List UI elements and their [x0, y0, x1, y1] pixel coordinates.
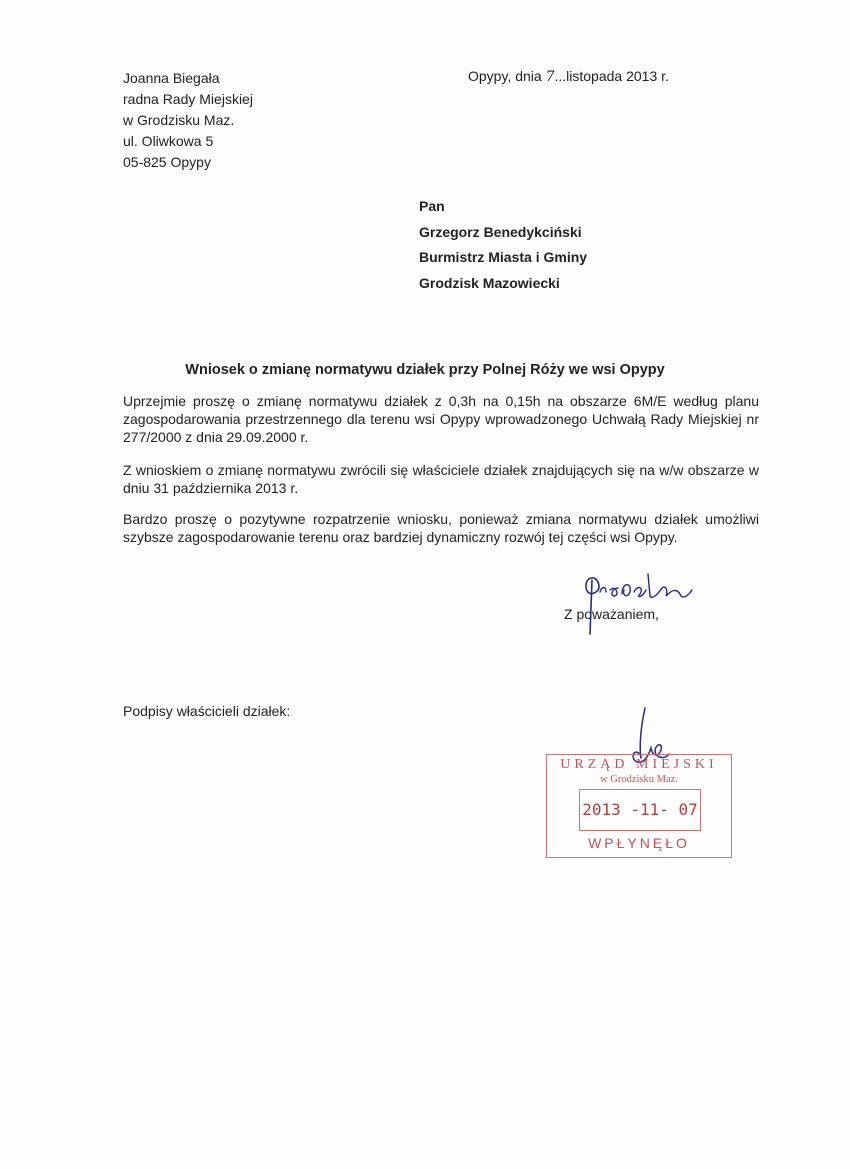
- date-day: 7: [545, 69, 555, 85]
- date-rest: ...listopada 2013 r.: [554, 68, 669, 84]
- recipient-salutation: Pan: [419, 198, 445, 214]
- stamp-title: URZĄD MIEJSKI: [560, 757, 718, 772]
- letter-title: Wniosek o zmianę normatywu działek przy Polnej Róży we wsi Opypy: [185, 362, 665, 378]
- received-stamp: [546, 754, 732, 858]
- sender-block: [123, 68, 253, 173]
- closing-text: Z poważaniem,: [564, 606, 659, 622]
- stamp-date-box: [579, 789, 701, 831]
- paragraph-2: Z wnioskiem o zmianę normatywu zwrócili się właściciele działek znajdujących się na w/w obszarze w dniu 31 października 2013 r.: [123, 462, 759, 496]
- owners-signatures-label: Podpisy właścicieli działek:: [123, 703, 291, 719]
- stamp-date: 2013 -11- 07: [582, 800, 698, 819]
- sender-postal: 05-825 Opypy: [123, 154, 211, 170]
- recipient-name: Grzegorz Benedykciński: [419, 223, 582, 240]
- sender-city: w Grodzisku Maz.: [123, 112, 235, 128]
- recipient-town: Grodzisk Mazowiecki: [419, 274, 560, 291]
- stamp-subtitle: w Grodzisku Maz.: [600, 774, 678, 785]
- recipient-block: [419, 194, 587, 296]
- stamp-footer: WPŁYNĘŁO: [588, 835, 690, 851]
- letter-date: [468, 68, 669, 85]
- handwritten-signature: [572, 570, 702, 650]
- sender-name: Joanna Biegała: [123, 70, 220, 86]
- recipient-position: Burmistrz Miasta i Gminy: [419, 249, 588, 265]
- sender-role: radna Rady Miejskiej: [123, 91, 253, 107]
- sender-street: ul. Oliwkowa 5: [123, 133, 214, 149]
- paragraph-3: Bardzo proszę o pozytywne rozpatrzenie wniosku, ponieważ zmiana normatywu działek umożliwi szybsze zagospodarowanie terenu oraz bardziej dynamiczny rozwój tej części wsi Opypy.: [123, 511, 759, 545]
- paragraph-1: Uprzejmie proszę o zmianę normatywu działek z 0,3h na 0,15h na obszarze 6M/E według planu zagospodarowania przestrzennego dla terenu wsi Opypy wprowadzonego Uchwałą Rady Miejskiej nr 277/2000 z dnia 29.09.2000 r.: [123, 393, 759, 445]
- date-prefix: Opypy, dnia: [468, 68, 546, 84]
